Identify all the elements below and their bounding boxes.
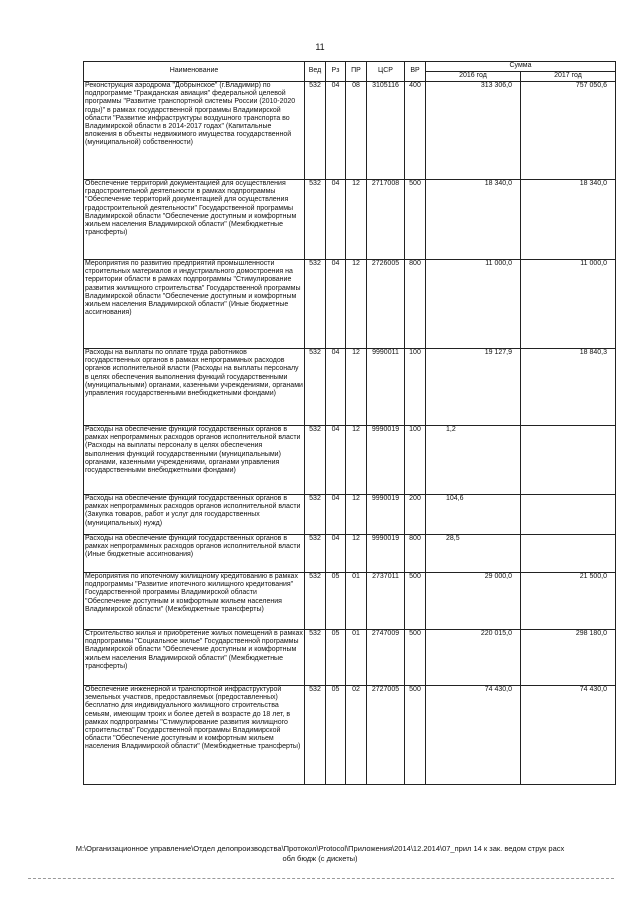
header-name: Наименование <box>84 62 305 82</box>
table-row <box>84 426 616 495</box>
table-row <box>84 180 616 260</box>
row-csr: 9990019 <box>367 535 405 573</box>
row-vr: 800 <box>405 260 426 349</box>
row-2017 <box>521 535 616 573</box>
table-header <box>84 62 616 82</box>
row-ved: 532 <box>305 495 326 535</box>
row-2016: 19 127,9 <box>426 349 521 426</box>
row-csr: 9990011 <box>367 349 405 426</box>
row-2016: 104,6 <box>426 495 521 535</box>
row-2017: 298 180,0 <box>521 630 616 686</box>
row-rz: 04 <box>326 426 346 495</box>
row-ved: 532 <box>305 349 326 426</box>
header-2017: 2017 год <box>521 72 616 82</box>
table-row <box>84 349 616 426</box>
row-vr: 800 <box>405 535 426 573</box>
row-rz: 04 <box>326 180 346 260</box>
row-ved: 532 <box>305 573 326 630</box>
row-rz: 05 <box>326 630 346 686</box>
row-vr: 500 <box>405 686 426 785</box>
row-ved: 532 <box>305 180 326 260</box>
row-pr: 12 <box>346 349 367 426</box>
row-csr: 2747009 <box>367 630 405 686</box>
row-name: Реконструкция аэродрома "Добрынское" (г.Владимир) по подпрограмме "Гражданская авиация" федеральной целевой программы "Развитие транспортной системы России (2010-2020 годы)" в рамках государственной программы Владимирской области "Развитие инфраструктуры воздушного транспорта во Владимирской области в 2014-2017 годах" (Капитальные вложения в объекты недвижимого имущества государственной (муниципальной) собственности) <box>84 82 305 180</box>
file-path-line: M:\Организационное управление\Отдел делопроизводства\Протокол\Protocol\Приложения\2014\12.2014\07_прил 14 к зак. ведом струк расх <box>75 844 565 853</box>
header-2016: 2016 год <box>426 72 521 82</box>
row-2017 <box>521 426 616 495</box>
row-name: Расходы на обеспечение функций государственных органов в рамках непрограммных расходов органов исполнительной власти (Расходы на выплаты персоналу в целях обеспечения выполнения функций государственными (муниципальными) органами, казенными учреждениями, органами управления государственными внебюджетными фондами) <box>84 426 305 495</box>
header-pr: ПР <box>346 62 367 82</box>
row-pr: 08 <box>346 82 367 180</box>
row-name: Строительство жилья и приобретение жилых помещений в рамках подпрограммы "Социальное жилье" Государственной программы Владимирской области "Обеспечение доступным и комфортным жильем населения Владимирской области" (Межбюджетные трансферты) <box>84 630 305 686</box>
row-name: Расходы на обеспечение функций государственных органов в рамках непрограммных расходов органов исполнительной власти (Иные бюджетные ассигнования) <box>84 535 305 573</box>
row-vr: 500 <box>405 180 426 260</box>
file-path-footer <box>0 844 640 864</box>
row-pr: 12 <box>346 260 367 349</box>
header-rz: Рз <box>326 62 346 82</box>
row-rz: 04 <box>326 260 346 349</box>
header-sum: Сумма <box>426 62 616 72</box>
row-2016: 220 015,0 <box>426 630 521 686</box>
row-ved: 532 <box>305 82 326 180</box>
row-2017: 757 050,6 <box>521 82 616 180</box>
row-pr: 01 <box>346 573 367 630</box>
row-name: Расходы на обеспечение функций государственных органов в рамках непрограммных расходов органов исполнительной власти (Закупка товаров, работ и услуг для государственных (муниципальных) нужд) <box>84 495 305 535</box>
table-row <box>84 495 616 535</box>
row-ved: 532 <box>305 426 326 495</box>
row-rz: 04 <box>326 495 346 535</box>
row-rz: 04 <box>326 535 346 573</box>
row-csr: 3105116 <box>367 82 405 180</box>
row-name: Мероприятия по развитию предприятий промышленности строительных материалов и индустриального домостроения на территории области в рамках подпрограммы "Стимулирование развития жилищного строительства" Государственной программы Владимирской области "Обеспечение доступным и комфортным жильем населения Владимирской области" (Иные бюджетные ассигнования) <box>84 260 305 349</box>
row-2017: 21 500,0 <box>521 573 616 630</box>
table-body <box>84 82 616 785</box>
row-csr: 9990019 <box>367 495 405 535</box>
row-2017: 11 000,0 <box>521 260 616 349</box>
row-pr: 02 <box>346 686 367 785</box>
row-name: Обеспечение территорий документацией для осуществления градостроительной деятельности в рамках подпрограммы "Обеспечение территорий документацией для осуществления градостроительной деятельности" Государственной программы Владимирской области "Обеспечение доступным и комфортным жильем населения Владимирской области" (Межбюджетные трансферты) <box>84 180 305 260</box>
row-pr: 12 <box>346 180 367 260</box>
page-fold-line <box>28 878 614 879</box>
row-rz: 04 <box>326 349 346 426</box>
header-ved: Вед <box>305 62 326 82</box>
row-ved: 532 <box>305 686 326 785</box>
table-row <box>84 686 616 785</box>
row-2016: 1,2 <box>426 426 521 495</box>
row-vr: 200 <box>405 495 426 535</box>
row-ved: 532 <box>305 630 326 686</box>
row-csr: 2717008 <box>367 180 405 260</box>
row-csr: 9990019 <box>367 426 405 495</box>
row-vr: 100 <box>405 426 426 495</box>
budget-table <box>83 61 616 785</box>
row-2017: 74 430,0 <box>521 686 616 785</box>
row-pr: 12 <box>346 535 367 573</box>
row-rz: 04 <box>326 82 346 180</box>
row-ved: 532 <box>305 535 326 573</box>
row-rz: 05 <box>326 686 346 785</box>
table-row <box>84 573 616 630</box>
header-vr: ВР <box>405 62 426 82</box>
row-vr: 500 <box>405 630 426 686</box>
row-2016: 74 430,0 <box>426 686 521 785</box>
row-vr: 400 <box>405 82 426 180</box>
row-csr: 2737011 <box>367 573 405 630</box>
row-csr: 2727005 <box>367 686 405 785</box>
row-2016: 28,5 <box>426 535 521 573</box>
row-2017 <box>521 495 616 535</box>
page-number: 11 <box>315 42 325 52</box>
row-vr: 100 <box>405 349 426 426</box>
row-2016: 29 000,0 <box>426 573 521 630</box>
row-name: Обеспечение инженерной и транспортной инфраструктурой земельных участков, предоставляемых (предоставленных) бесплатно для индивидуального жилищного строительства семьям, имеющим троих и более детей в возрасте до 18 лет, в рамках подпрограммы "Стимулирование развития жилищного строительства" Государственной программы Владимирской области "Обеспечение доступным и комфортным жильем населения Владимирской области" (Межбюджетные трансферты) <box>84 686 305 785</box>
row-2017: 18 840,3 <box>521 349 616 426</box>
row-csr: 2726005 <box>367 260 405 349</box>
row-pr: 12 <box>346 495 367 535</box>
row-pr: 12 <box>346 426 367 495</box>
row-name: Расходы на выплаты по оплате труда работников государственных органов в рамках непрограммных расходов органов исполнительной власти (Расходы на выплаты персоналу в целях обеспечения выполнения функций государственными (муниципальными) органами, казенными учреждениями, органами управления государственными внебюджетными фондами) <box>84 349 305 426</box>
table-row <box>84 82 616 180</box>
row-rz: 05 <box>326 573 346 630</box>
table-row <box>84 535 616 573</box>
row-2016: 313 306,0 <box>426 82 521 180</box>
row-name: Мероприятия по ипотечному жилищному кредитованию в рамках подпрограммы "Развитие ипотечного жилищного кредитования" Государственной программы Владимирской области "Обеспечение доступным и комфортным жильем населения Владимирской области" (Межбюджетные трансферты) <box>84 573 305 630</box>
table-row <box>84 630 616 686</box>
row-2016: 11 000,0 <box>426 260 521 349</box>
row-pr: 01 <box>346 630 367 686</box>
row-2016: 18 340,0 <box>426 180 521 260</box>
row-ved: 532 <box>305 260 326 349</box>
row-vr: 500 <box>405 573 426 630</box>
row-2017: 18 340,0 <box>521 180 616 260</box>
header-csr: ЦСР <box>367 62 405 82</box>
table-row <box>84 260 616 349</box>
file-path-line: обл бюдж (с дискеты) <box>282 854 358 863</box>
